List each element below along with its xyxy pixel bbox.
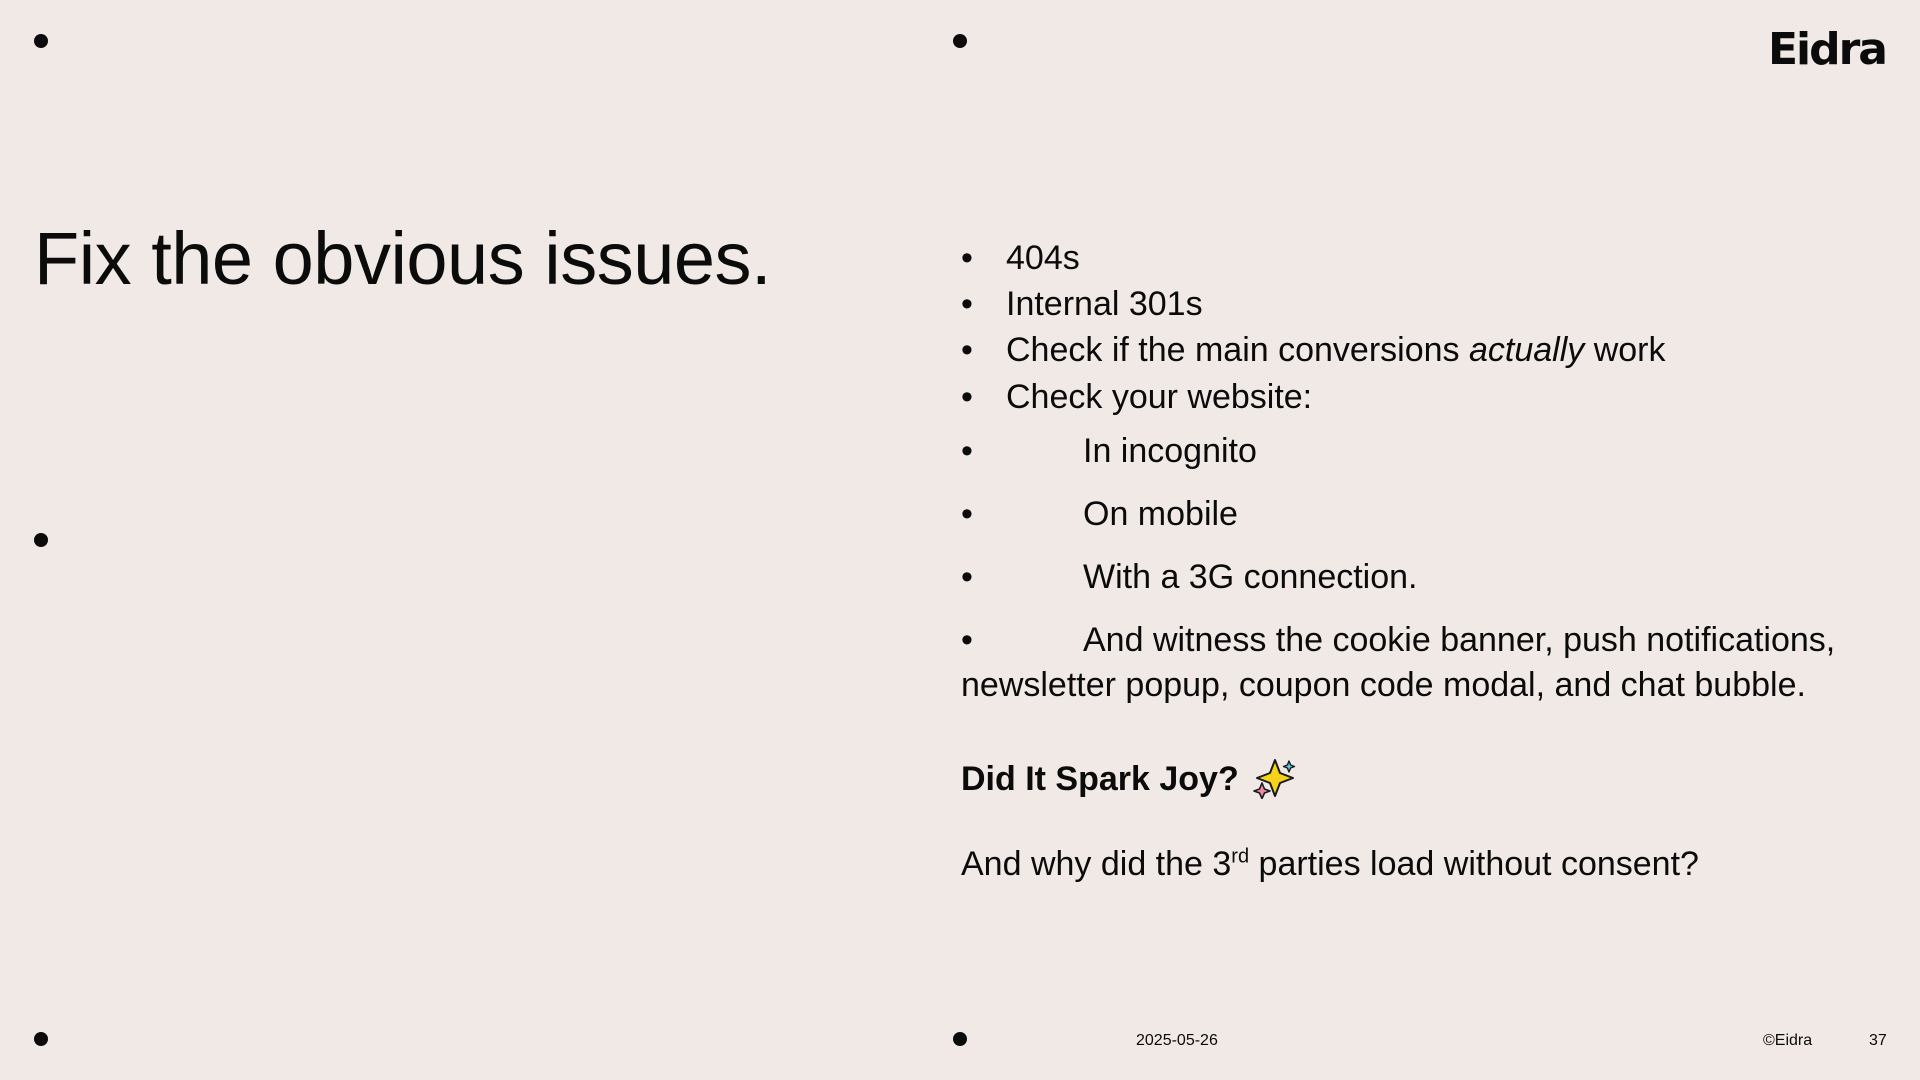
footer-page-number: 37 [1869,1032,1887,1049]
sub-bullet-item: • And witness the cookie banner, push notifications, newsletter popup, coupon code modal, and chat bubble. [961,621,1836,704]
slide-title: Fix the obvious issues. [34,217,772,300]
bullet-item: • Check your website: [961,375,1891,419]
slide-content [961,236,1891,884]
sub-bullet-item: • With a 3G connection. [961,558,1418,597]
eidra-logo: Eidra [1767,24,1886,75]
bullet-item: • Check if the main conversions actually work [961,328,1891,372]
footer-date: 2025-05-26 [1136,1032,1218,1049]
sub-bullet-item: • On mobile [961,494,1238,533]
sub-bullet-list [961,429,1891,708]
consent-question: And why did the 3rd parties load without consent? [961,845,1699,884]
bullet-list [961,236,1891,419]
spark-joy-heading: Did It Spark Joy? [961,759,1891,799]
decorative-dot [34,1032,48,1046]
decorative-dot [34,34,48,48]
sub-bullet-item: • In incognito [961,431,1257,470]
bullet-item: • Internal 301s [961,282,1891,326]
bullet-item: • 404s [961,236,1891,280]
emphasis-text: actually [1468,331,1585,370]
decorative-dot [953,1032,967,1046]
decorative-dot [34,533,48,547]
decorative-dot [953,34,967,48]
sparkles-icon [1253,759,1297,799]
footer-copyright: ©Eidra [1763,1032,1813,1049]
